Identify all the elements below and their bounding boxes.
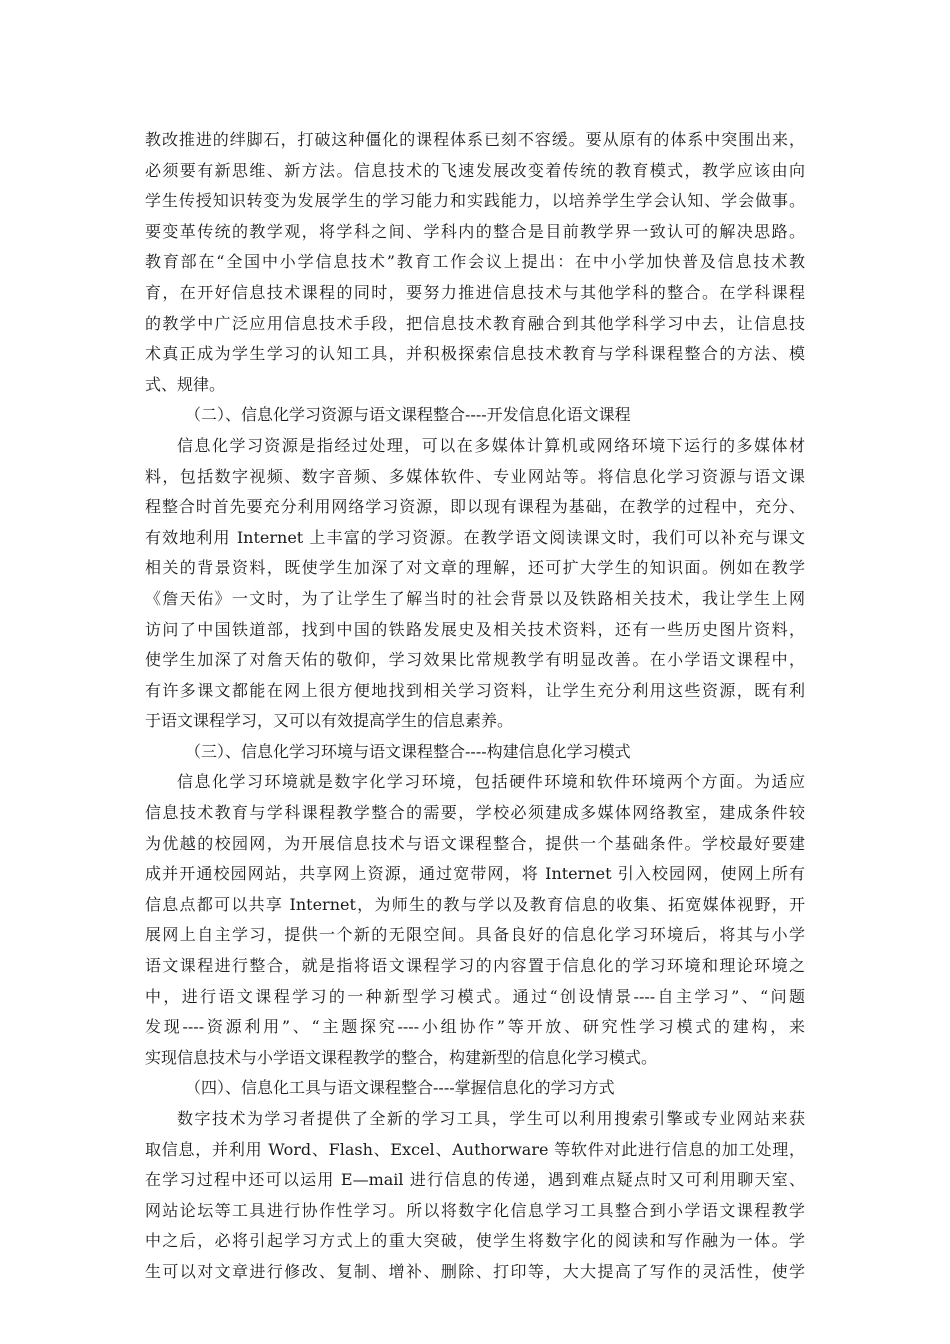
text-line: 为优越的校园网，为开展信息技术与语文课程整合，提供一个基础条件。学校最好要建 xyxy=(145,833,805,853)
text-line: 信息技术教育与学科课程教学整合的需要，学校必须建成多媒体网络教室，建成条件较 xyxy=(145,803,805,823)
text-line: 的教学中广泛应用信息技术手段，把信息技术教育融合到其他学科学习中去，让信息技 xyxy=(145,313,805,333)
text-line: 语文课程进行整合，就是指将语文课程学习的内容置于信息化的学习环境和理论环境之 xyxy=(145,956,805,976)
text-line: 使学生加深了对詹天佑的敬仰，学习效果比常规教学有明显改善。在小学语文课程中， xyxy=(145,650,805,670)
text-line: 料，包括数字视频、数字音频、多媒体软件、专业网站等。将信息化学习资源与语文课 xyxy=(145,466,805,486)
text-line: 教育部在“全国中小学信息技术”教育工作会议上提出：在中小学加快普及信息技术教 xyxy=(145,252,805,272)
text-line: 学生传授知识转变为发展学生的学习能力和实践能力，以培养学生学会认知、学会做事。 xyxy=(145,191,805,211)
text-line: 程整合时首先要充分利用网络学习资源，即以现有课程为基础，在教学的过程中，充分、 xyxy=(145,497,805,517)
text-line: 展网上自主学习，提供一个新的无限空间。具备良好的信息化学习环境后，将其与小学 xyxy=(145,925,805,945)
document-body xyxy=(145,125,805,1288)
text-line: 中，进行语文课程学习的一种新型学习模式。通过“创设情景----自主学习”、“问题 xyxy=(145,986,805,1006)
text-line: 有许多课文都能在网上很方便地找到相关学习资料，让学生充分利用这些资源，既有利 xyxy=(145,680,805,700)
text-line: 成并开通校园网站，共享网上资源，通过宽带网，将 Internet 引入校园网，使网上所有 xyxy=(145,864,805,884)
text-line: 发现----资源利用”、“主题探究----小组协作”等开放、研究性学习模式的建构，来 xyxy=(145,1017,805,1037)
text-line: 信息化学习资源是指经过处理，可以在多媒体计算机或网络环境下运行的多媒体材 xyxy=(177,435,805,455)
text-line: 于语文课程学习，又可以有效提高学生的信息素养。 xyxy=(145,711,514,731)
text-line: 育，在开好信息技术课程的同时，要努力推进信息技术与其他学科的整合。在学科课程 xyxy=(145,282,805,302)
text-line: 必须要有新思维、新方法。信息技术的飞速发展改变着传统的教育模式，教学应该由向 xyxy=(145,160,805,180)
text-line: 要变革传统的教学观，将学科之间、学科内的整合是目前教学界一致认可的解决思路。 xyxy=(145,221,805,241)
text-line: 实现信息技术与小学语文课程教学的整合，构建新型的信息化学习模式。 xyxy=(145,1047,658,1067)
text-line: 有效地利用 Internet 上丰富的学习资源。在教学语文阅读课文时，我们可以补充与课文 xyxy=(145,527,805,547)
text-line: 《詹天佑》一文时，为了让学生了解当时的社会背景以及铁路相关技术，我让学生上网 xyxy=(145,588,805,608)
text-line: 教改推进的绊脚石，打破这种僵化的课程体系已刻不容缓。要从原有的体系中突围出来， xyxy=(145,130,805,149)
text-line: 在学习过程中还可以运用 E—mail 进行信息的传递，遇到难点疑点时又可利用聊天室、 xyxy=(145,1170,805,1190)
text-line: 信息化学习环境就是数字化学习环境，包括硬件环境和软件环境两个方面。为适应 xyxy=(177,772,805,792)
text-line: 信息点都可以共享 Internet，为师生的教与学以及教育信息的收集、拓宽媒体视野，开 xyxy=(145,894,805,914)
text-line: 式、规律。 xyxy=(145,374,226,394)
text-line: 网站论坛等工具进行协作性学习。所以将数字化信息学习工具整合到小学语文课程教学 xyxy=(145,1200,805,1220)
text-line: 生可以对文章进行修改、复制、增补、删除、打印等，大大提高了写作的灵活性，使学 xyxy=(145,1261,805,1281)
section-heading: （四）、信息化工具与语文课程整合----掌握信息化的学习方式 xyxy=(185,1078,615,1098)
text-line: 取信息，并利用 Word、Flash、Excel、Authorware 等软件对此进行信息的加工处理， xyxy=(145,1139,805,1159)
section-heading: （三）、信息化学习环境与语文课程整合----构建信息化学习模式 xyxy=(185,741,631,761)
text-line: 相关的背景资料，既使学生加深了对文章的理解，还可扩大学生的知识面。例如在教学 xyxy=(145,558,805,578)
text-line: 访问了中国铁道部，找到中国的铁路发展史及相关技术资料，还有一些历史图片资料， xyxy=(145,619,805,639)
text-line: 数字技术为学习者提供了全新的学习工具，学生可以利用搜索引擎或专业网站来获 xyxy=(177,1109,805,1128)
text-line: 术真正成为学生学习的认知工具，并积极探索信息技术教育与学科课程整合的方法、模 xyxy=(145,344,805,364)
text-line: 中之后，必将引起学习方式上的重大突破，使学生将数字化的阅读和写作融为一体。学 xyxy=(145,1231,805,1251)
section-heading: （二）、信息化学习资源与语文课程整合----开发信息化语文课程 xyxy=(185,405,631,425)
